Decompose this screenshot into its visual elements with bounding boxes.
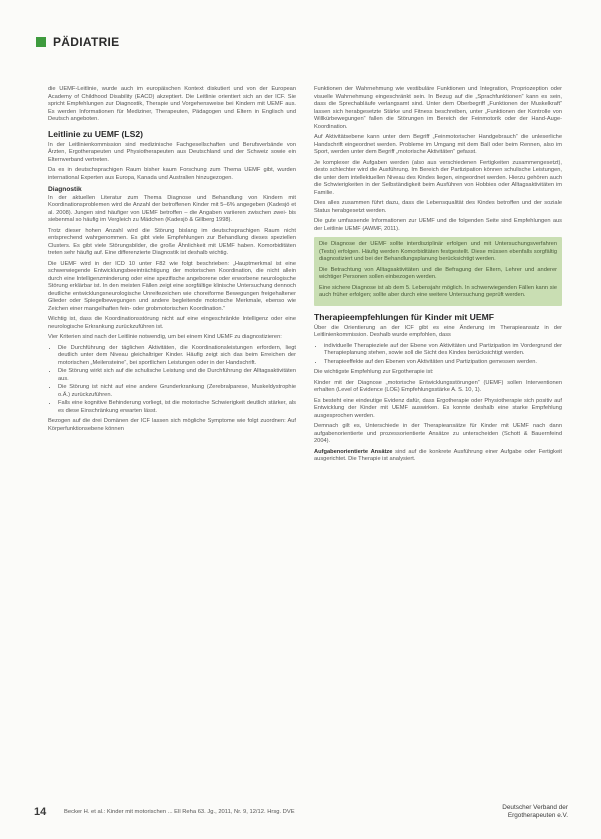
therapy-list — [314, 343, 562, 367]
paragraph: Auf Aktivitätsebene kann unter dem Begriff „Feinmotorischer Handgebrauch“ die unleserliche Handschrift eingeordnet werden. Probleme im Umgang mit dem Ball oder beim Rennen, also im Sport, werden unter dem Begriff „motorische Aktivitäten“ gefasst. — [314, 134, 562, 155]
list-item: • Falls eine kognitive Behinderung vorliegt, ist die motorische Schwierigkeit deutlich stärker, als es diese Einschränkung erwarten lässt. — [58, 400, 296, 415]
paragraph: Über die Orientierung an der ICF gibt es eine Änderung im Therapieansatz in der Leitlinienkommission. Deshalb wurde empfohlen, dass — [314, 324, 562, 338]
paragraph — [314, 449, 562, 464]
left-column — [48, 86, 296, 436]
box-paragraph: Die Diagnose der UEMF sollte interdisziplinär erfolgen und mit Untersuchungsverfahren (Tests) erfolgen. Häufig werden Komorbiditäten festgestellt. Diese müssen ebenfalls sorgfältig diagnostiziert und bei der Behandlungsplanung berücksichtigt werden. — [319, 241, 557, 262]
list-item: • Therapieeffekte auf den Ebenen von Aktivitäten und Partizipation gemessen werden. — [324, 359, 562, 367]
paragraph: die UEMF-Leitlinie, wurde auch im europäischen Kontext diskutiert und von der European Academy of Childhood Disability (EACD) akzeptiert. Die Leitlinie orientiert sich an der ICF. Sie spricht Empfehlungen zur Diagnostik, Therapie und Vorgehensweise bei Kindern mit UEMF aus. Es werden Informationen für Mediziner, Therapeuten, Pädagogen und Eltern in Englisch und Deutsch angeboten. — [48, 86, 296, 122]
paragraph: Da es in deutschsprachigen Raum bisher kaum Forschung zum Thema UEMF gibt, wurden international Experten aus Europa, Kanada und Australien hinzugezogen. — [48, 167, 296, 181]
section-title: PÄDIATRIE — [53, 35, 120, 49]
citation: Becker H. et al.: Kinder mit motorischen ... Ell Reha 63. Jg., 2011, Nr. 9, 12/12. Hrsg. DVE — [64, 809, 295, 815]
heading-therapie: Therapieempfehlungen für Kinder mit UEMF — [314, 311, 495, 322]
paragraph: Die wichtigste Empfehlung zur Ergotherapie ist: — [314, 369, 434, 375]
paragraph: In der aktuellen Literatur zum Thema Diagnose und Behandlung von Kindern mit Koordinationsproblemen wird die Anzahl der betroffenen Kinder mit 5–6% angegeben (Kadesjö et al. 2008). Jungen sind häufiger von UEMF betroffen – die Angaben variieren zwischen zwei- bis siebenmal so häufig im Vergleich zu Mädchen (Kadesjö & Gillberg 1998). — [48, 194, 296, 223]
paragraph: Vier Kriterien sind nach der Leitlinie notwendig, um bei einem Kind UEMF zu diagnostizieren: — [48, 334, 282, 340]
box-paragraph: Die Betrachtung von Alltagsaktivitäten und die Befragung der Eltern, Lehrer und anderer wichtiger Personen sollen einbezogen werden. — [319, 266, 557, 280]
paragraph: Die gute umfassende Informationen zur UEMF und die folgenden Seite sind Empfehlungen aus der Leitlinie UEMF (AWMF, 2011). — [314, 218, 562, 232]
paragraph: Bezogen auf die drei Domänen der ICF lassen sich mögliche Symptome wie folgt zuordnen: Auf Körperfunktionsebene können — [48, 418, 296, 432]
paragraph: Dies alles zusammen führt dazu, dass die Lebensqualität des Kindes betroffen und der soziale Status herabgesetzt werden. — [314, 200, 562, 214]
organization-name — [502, 804, 568, 819]
heading-leitlinie: Leitlinie zu UEMF (LS2) — [48, 128, 144, 139]
page-number: 14 — [34, 806, 47, 818]
paragraph: Die UEMF wird in der ICD 10 unter F82 wie folgt beschrieben: „Hauptmerkmal ist eine schwerwiegende Entwicklungsbeeinträchtigung der motorischen Koordination, die nicht allein durch eine Intelligenzminderung oder eine spezifische angeborene oder erworbene neurologische Störung erklärbar ist. In den meisten Fällen zeigt eine sorgfältige klinische Untersuchung dennoch deutliche entwicklungsneurologische Unreifezeichen wie choreiforme Bewegungen freigehaltener Glieder oder Spiegelbewegungen und andere begleitende motorische Merkmale, ebenso wie Zeichen einer mangelhaften fein- oder grobmotorischen Koordination.“ — [48, 260, 296, 312]
list-item: • Die Störung ist nicht auf eine andere Grunderkrankung (Zerebralparese, Muskeldystrophie o.Ä.) zurückzuführen. — [58, 384, 296, 399]
bold-lead-text: Aufgabenorientierte Ansätze — [314, 448, 393, 455]
paragraph: Funktionen der Wahrnehmung wie vestibuläre Funktionen und Integration, Propriozeption oder visuelle Wahrnehmung eingeschränkt sein. In Bezug auf die „Sprachfunktionen“ kann es sein, dass die Sprechabläufe verlangsamt sind. Unter dem Oberbegriff „Funktionen der Muskelkraft“ lassen sich herabgesetzte Stärke und Fitness beschreiben, unter „Funktionen der Kontrolle von Willkürbewegungen“ fallen die Störungen im Bereich der Feinmotorik oder der Hand-Auge-Koordination. — [314, 86, 562, 130]
list-item: • Die Störung wirkt sich auf die schulische Leistung und die Durchführung der Alltagsaktivitäten aus. — [58, 368, 296, 383]
list-item: • individuelle Therapieziele auf der Ebene von Aktivitäten und Partizipation im Vordergrund der Therapieplanung stehen, sowie soll die Sicht des Kindes berücksichtigt werden. — [324, 343, 562, 358]
criteria-list — [48, 345, 296, 416]
org-line: Deutscher Verband der — [502, 804, 568, 811]
paragraph: Wichtig ist, dass die Koordinationsstörung nicht auf eine eingeschränkte Intelligenz oder eine neurologische Erkrankung zurückzuführen ist. — [48, 316, 296, 330]
section-header — [36, 34, 119, 50]
paragraph: Demnach gilt es, Unterschiede in der Therapieansätze für Kinder mit UEMF nach dann aufgabenorientierte und prozessorientierte Ansätze zu unterscheiden (Schott & Bauernfeind 2004). — [314, 423, 562, 444]
paragraph: Je komplexer die Aufgaben werden (also aus verschiedenen Fertigkeiten zusammengesetzt), desto schlechter wird die Ausführung. Im Bereich der Partizipation können schulische Leistungen, die unter dem intellektuellen Niveau des Kindes liegen, eingeordnet werden. Hierzu gehören auch die Schwierigkeiten in der Selbständigkeit beim Ausführen von Hobbies oder Alltagsaktivitäten im Familie. — [314, 159, 562, 196]
paragraph: Trotz dieser hohen Anzahl wird die Störung bislang im deutschsprachigen Raum nicht entsprechend wahrgenommen. Es gibt viele Empfehlungen zur Behandlung dieses speziellen Clusters. Es gibt viele Störungsbilder, die große Ähnlichkeit mit UEMF haben. Komorbiditäten treten sehr häufig auf. Eine differenzierte Diagnostik ist deshalb wichtig. — [48, 227, 296, 256]
green-square-icon — [36, 37, 46, 47]
heading-diagnostik: Diagnostik — [48, 186, 82, 193]
org-line: Ergotherapeuten e.V. — [507, 811, 568, 819]
right-column — [314, 86, 562, 467]
box-paragraph: Eine sichere Diagnose ist ab dem 5. Lebensjahr möglich. In schwerwiegenden Fällen kann sie auch früher erfolgen; sollte aber durch eine weitere Untersuchung geprüft werden. — [319, 284, 557, 298]
list-item: • Die Durchführung der täglichen Aktivitäten, die Koordinationsleistungen erfordern, liegt deutlich unter dem Niveau gleichaltriger Kinder. Häufig zeigt sich das beim Erreichen der motorischen „Meilensteine“, bei sportlichen Leistungen oder in der Handschrift. — [58, 345, 296, 368]
recommendation-box — [314, 237, 562, 306]
paragraph-text: sind auf die konkrete Ausführung einer Aufgabe oder Fertigkeit ausgerichtet. Die Therapie ist analysiert. — [314, 448, 562, 462]
paragraph: Kinder mit der Diagnose „motorische Entwicklungsstörungen“ (UEMF) sollen Interventionen erhalten (Level of Evidence (LOE) Empfehlungsstärke A. S. 10, 1). — [314, 379, 562, 393]
page-footer — [34, 806, 574, 824]
paragraph: In der Leitlinienkommission sind medizinische Fachgesellschaften und Berufsverbände von Ärzten, Ergotherapeuten und Physiotherapeuten aus Deutschland und der Schweiz sowie ein Elternverband vertreten. — [48, 141, 296, 163]
paragraph: Es besteht eine eindeutige Evidenz dafür, dass Ergotherapie oder Physiotherapie sich positiv auf Entwicklung der Kinder mit UEMF auswirken. Es konnte deshalb eine starke Empfehlung ausgesprochen werden. — [314, 397, 562, 419]
